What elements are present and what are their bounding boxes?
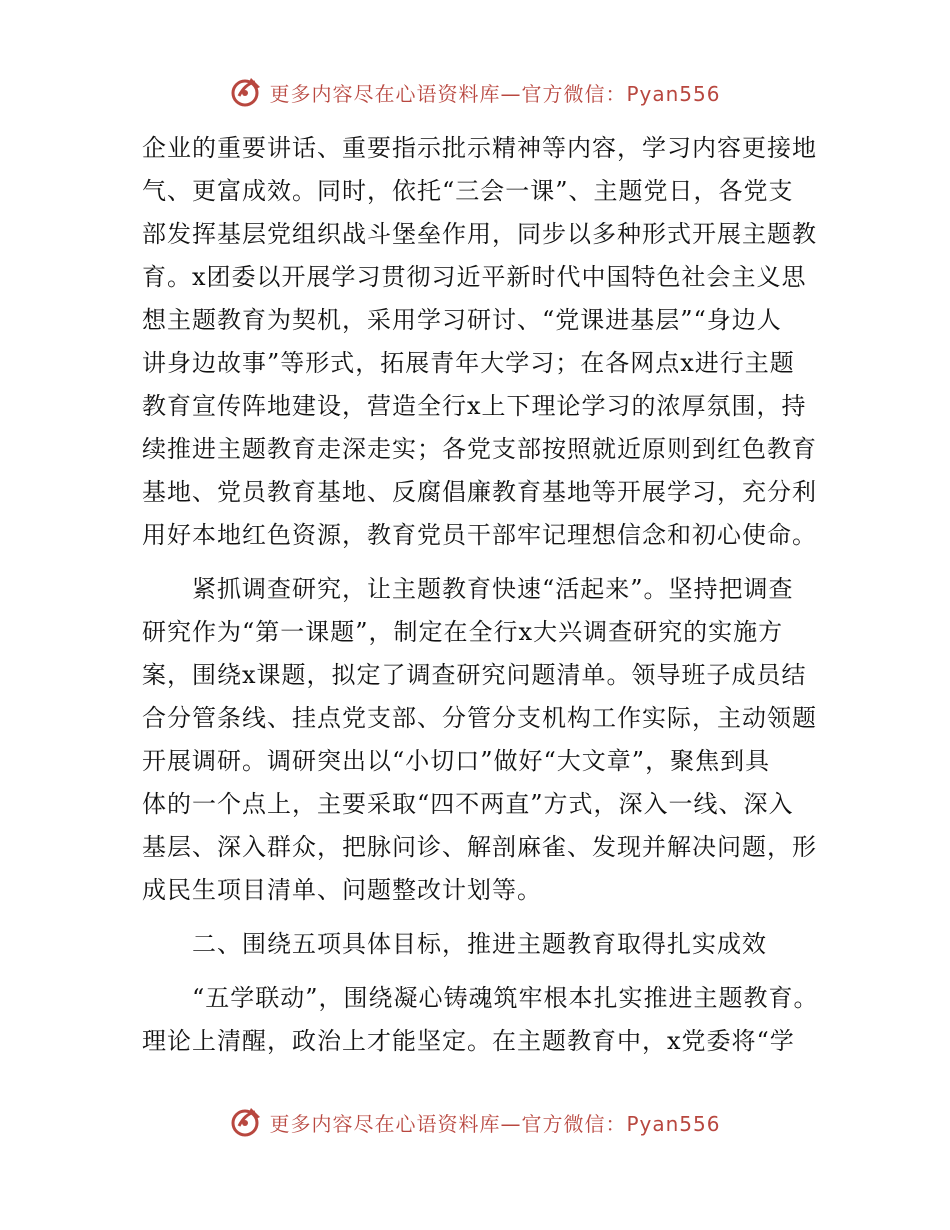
- document-body: [142, 127, 819, 1063]
- text-line: 教育宣传阵地建设，营造全行x上下理论学习的浓厚氛围，持: [142, 392, 807, 420]
- pen-swirl-logo-icon: [229, 1104, 265, 1140]
- text-line: 想主题教育为契机，采用学习研讨、“党课进基层”“身边人: [142, 306, 782, 334]
- text-line: 用好本地红色资源，教育党员干部牢记理想信念和初心使命。: [142, 521, 817, 549]
- text-line: 体的一个点上，主要采取“四不两直”方式，深入一线、深入: [142, 790, 794, 818]
- text-line: 成民生项目清单、问题整改计划等。: [142, 876, 542, 904]
- text-line: 合分管条线、挂点党支部、分管分支机构工作实际，主动领题: [142, 704, 817, 732]
- footer-banner: [0, 1102, 950, 1142]
- text-line: 续推进主题教育走深走实；各党支部按照就近原则到红色教育: [142, 435, 817, 463]
- paragraph-1: [142, 127, 817, 557]
- text-line: “五学联动”，围绕凝心铸魂筑牢根本扎实推进主题教育。: [142, 984, 819, 1012]
- text-line: 理论上清醒，政治上才能坚定。在主题教育中，x党委将“学: [142, 1027, 795, 1055]
- text-line: 研究作为“第一课题”，制定在全行x大兴调查研究的实施方: [142, 618, 784, 646]
- text-line: 开展调研。调研突出以“小切口”做好“大文章”，聚焦到具: [142, 747, 771, 775]
- pen-swirl-logo-icon: [229, 74, 265, 110]
- paragraph-3: [142, 977, 819, 1063]
- header-banner: [0, 72, 950, 112]
- paragraph-2: [142, 568, 817, 912]
- text-line: 部发挥基层党组织战斗堡垒作用，同步以多种形式开展主题教: [142, 220, 817, 248]
- text-line: 气、更富成效。同时，依托“三会一课”、主题党日，各党支: [142, 177, 794, 205]
- header-banner-text: 更多内容尽在心语资料库—官方微信：Pyan556: [269, 81, 721, 106]
- text-line: 基地、党员教育基地、反腐倡廉教育基地等开展学习，充分利: [142, 478, 817, 506]
- footer-banner-text: 更多内容尽在心语资料库—官方微信：Pyan556: [269, 1111, 721, 1136]
- section-heading: 二、围绕五项具体目标，推进主题教育取得扎实成效: [142, 930, 767, 958]
- text-line: 育。x团委以开展学习贯彻习近平新时代中国特色社会主义思: [142, 263, 807, 291]
- text-line: 紧抓调查研究，让主题教育快速“活起来”。坚持把调查: [142, 575, 794, 603]
- text-line: 讲身边故事”等形式，拓展青年大学习；在各网点x进行主题: [142, 349, 795, 377]
- text-line: 基层、深入群众，把脉问诊、解剖麻雀、发现并解决问题，形: [142, 833, 817, 861]
- text-line: 案，围绕x课题，拟定了调查研究问题清单。领导班子成员结: [142, 661, 807, 689]
- text-line: 企业的重要讲话、重要指示批示精神等内容，学习内容更接地: [142, 134, 817, 162]
